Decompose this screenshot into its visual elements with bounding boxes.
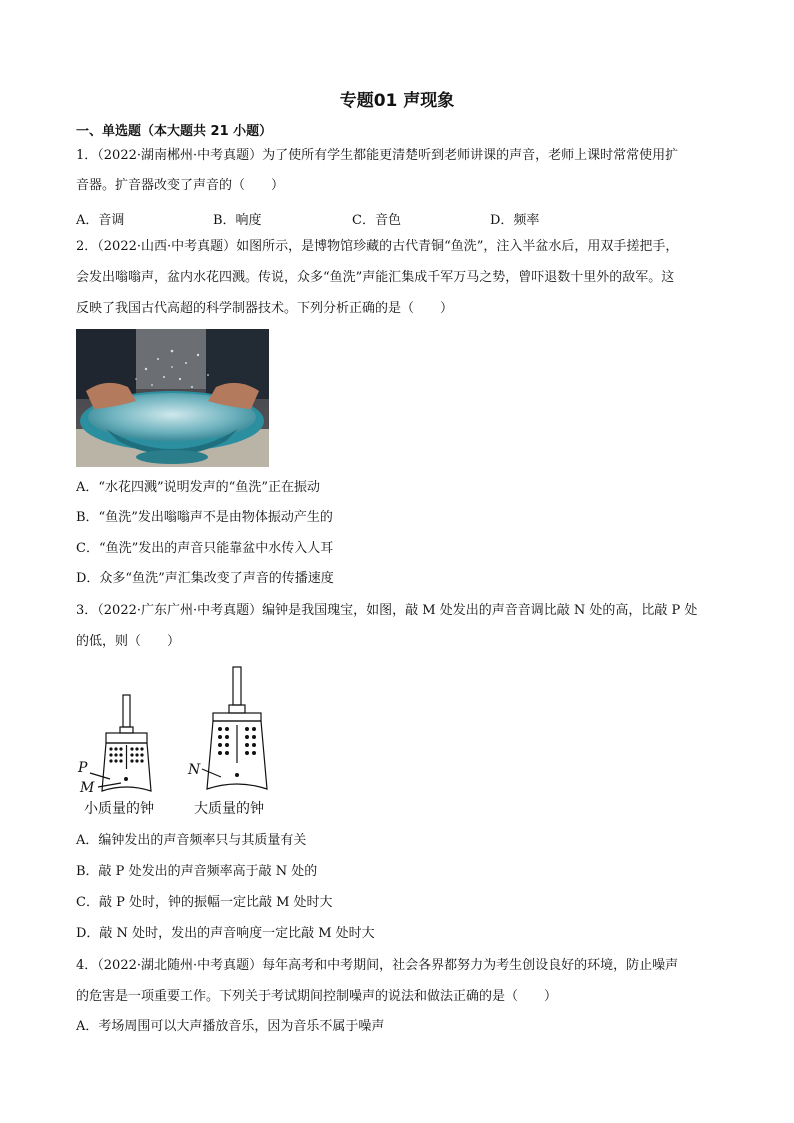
- q4-stem-line2: 的危害是一项重要工作。下列关于考试期间控制噪声的说法和做法正确的是（ ）: [76, 989, 558, 1004]
- q3-option-d: D．敲 N 处时，发出的声音响度一定比敲 M 处时大: [76, 926, 375, 941]
- page-title: 专题01 声现象: [339, 91, 455, 111]
- label-n: N: [188, 762, 201, 778]
- q1-option-c: C．音色: [352, 213, 401, 228]
- q2-option-d: D．众多“鱼洗”声汇集改变了声音的传播速度: [76, 571, 334, 586]
- q1-option-a: A．音调: [76, 213, 125, 228]
- label-m: M: [80, 780, 95, 796]
- q4-option-a: A．考场周围可以大声播放音乐，因为音乐不属于噪声: [76, 1019, 385, 1034]
- q1-option-d: D．频率: [490, 213, 540, 228]
- q1-option-b: B．响度: [213, 213, 262, 228]
- q2-option-c: C．“鱼洗”发出的声音只能靠盆中水传入人耳: [76, 541, 334, 556]
- q2-option-b: B．“鱼洗”发出嗡嗡声不是由物体振动产生的: [76, 510, 333, 525]
- q2-stem-line1: 2．（2022·山西·中考真题）如图所示，是博物馆珍藏的古代青铜“鱼洗”，注入半盆水后，用双手搓把手，: [76, 239, 679, 254]
- q1-stem-line2: 音器。扩音器改变了声音的（ ）: [76, 178, 285, 193]
- q2-option-a: A．“水花四溅”说明发声的“鱼洗”正在振动: [76, 480, 320, 495]
- q2-stem-line2: 会发出嗡嗡声，盆内水花四溅。传说，众多“鱼洗”声能汇集成千军万马之势，曾吓退数十里外的敌军。这: [76, 270, 675, 285]
- q3-stem-line2: 的低，则（ ）: [76, 634, 181, 649]
- q1-stem-line1: 1．（2022·湖南郴州·中考真题）为了使所有学生都能更清楚听到老师讲课的声音，老师上课时常常使用扩: [76, 148, 679, 163]
- section-heading: 一、单选题（本大题共 21 小题）: [76, 124, 273, 139]
- caption-large-bell: 大质量的钟: [194, 801, 264, 817]
- q3-option-a: A．编钟发出的声音频率只与其质量有关: [76, 833, 307, 848]
- q3-option-b: B．敲 P 处发出的声音频率高于敲 N 处的: [76, 864, 318, 879]
- q3-option-c: C．敲 P 处时，钟的振幅一定比敲 M 处时大: [76, 895, 333, 910]
- caption-small-bell: 小质量的钟: [84, 801, 154, 817]
- q3-stem-line1: 3．（2022·广东广州·中考真题）编钟是我国瑰宝，如图，敲 M 处发出的声音音调比敲 N 处的高，比敲 P 处: [76, 603, 698, 618]
- bells-figure: [76, 665, 291, 820]
- fish-basin-photo: [76, 329, 269, 467]
- q4-stem-line1: 4．（2022·湖北随州·中考真题）每年高考和中考期间，社会各界都努力为考生创设良好的环境，防止噪声: [76, 958, 679, 973]
- q2-stem-line3: 反映了我国古代高超的科学制器技术。下列分析正确的是（ ）: [76, 301, 454, 316]
- label-p: P: [78, 760, 88, 776]
